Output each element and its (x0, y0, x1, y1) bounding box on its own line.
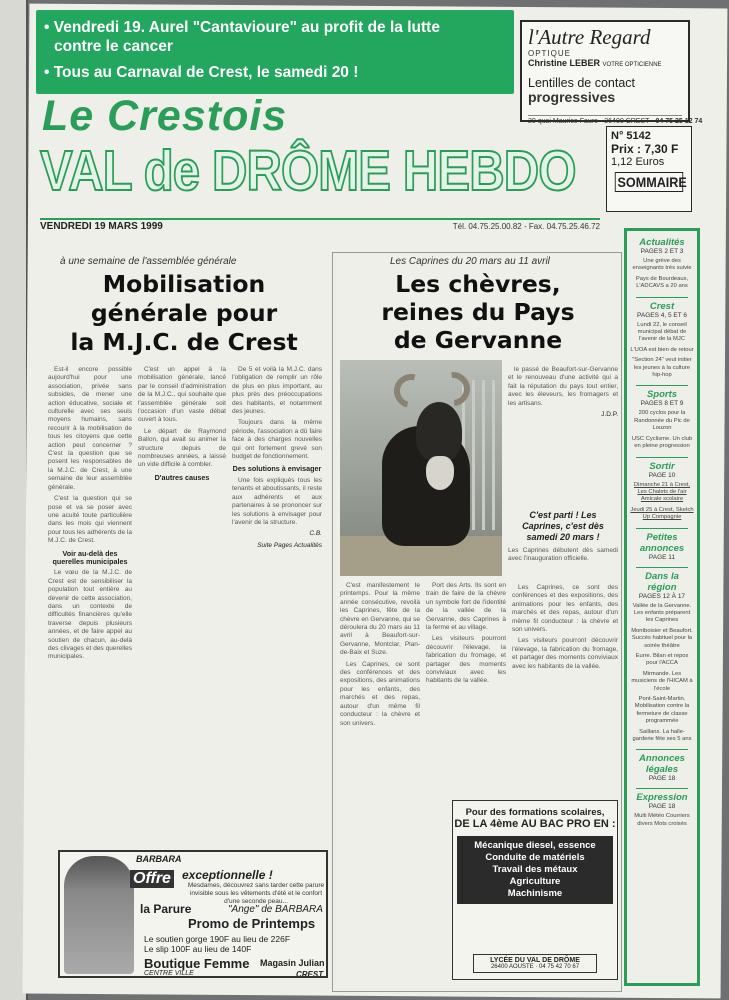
left-article-title: Mobilisation générale pour la M.J.C. de Crest (70, 270, 298, 356)
sommaire-annonces-legales: Annonces légales PAGE 18 (639, 753, 685, 783)
caprines-sidebox (508, 510, 618, 580)
right-article-col-b: C'est manifestement le printemps. Pour la même année consécutive, revoilà les Caprines, fête de la chèvre en Gervanne, qui se déroulera du 20 mars au 11 avril à Beaufort-sur-Gervanne, Montclar, Plan-de-Baix et Suze. Les Caprines, ce sont des conférences et des expositions, des animations pour les enfants, des marchés et des repas, autour d'un même fil conducteur : la chèvre et son univers. (340, 582, 420, 727)
centre-ville-label: CENTRE VILLE (144, 970, 194, 977)
optician-ad (520, 20, 703, 125)
offre-label: Offre (130, 870, 174, 888)
magasin-label: Magasin Julian (260, 958, 325, 968)
exceptionnelle-label: exceptionnelle ! (182, 868, 273, 882)
optician-brand: l'Autre Regard (528, 25, 651, 49)
issue-date: VENDREDI 19 MARS 1999 (40, 221, 163, 232)
goat-beard (426, 456, 454, 490)
goat-photo (340, 360, 502, 576)
edition-price: Prix : 7,30 F (611, 142, 679, 156)
left-article-signature: C.B. (309, 530, 322, 538)
sidebox-title: C'est parti ! Les Caprines, c'est dès samedi 20 mars ! (522, 510, 604, 542)
boutique-label: Boutique Femme (144, 956, 250, 971)
left-article-kicker: à une semaine de l'assemblée générale (60, 256, 237, 267)
sommaire-crest: Crest PAGES 4, 5 ET 6 Lundi 22, le conseil municipal débat de l'avenir de la MJC L'UOA est bien de retour "Section 24" veut initier les jeunes à la culture hip-hop (630, 300, 694, 379)
sommaire-sidebar (624, 228, 700, 986)
optician-line1: Lentilles de contact (528, 76, 636, 90)
sommaire-region: Dans la région PAGES 12 À 17 Vallée de la Gervanne. Les enfants préparent les Caprines Montboisier et Beaufort. Succès habituel pour la soirée théâtre Eurre. Bilan et repos pour l'ACCA Mirmande. Les musiciens de l'HICAM à l'école Pont-Saint-Martin. Mobilisation contre la fermeture de classe programmée Saillans. La halle-garderie fête ses 5 ans (631, 570, 693, 743)
price-line-1: Le soutien gorge 190F au lieu de 226F (144, 934, 291, 944)
lycee-programs: Mécanique diesel, essence Conduite de matériels Travail des métaux Agriculture Machinisme (457, 836, 613, 904)
title-le-crestois: Le Crestois (42, 92, 288, 140)
promo-label: Promo de Printemps (188, 916, 316, 931)
dateline (40, 218, 600, 234)
barbara-ad-text: Mesdames, découvrez sans tarder cette parure invisible sous les vêtements d'été et le confort d'une seconde peau... (187, 882, 325, 905)
lycee-line2: DE LA 4ème AU BAC PRO EN : (454, 818, 616, 830)
lycee-name: LYCÉE DU VAL DE DRÔME 26400 AOUSTE · 04 75 42 70 67 (473, 954, 597, 973)
headline-2: • Tous au Carnaval de Crest, le samedi 20 ! (44, 64, 359, 81)
goat-head (416, 402, 462, 462)
edition-number: N° 5142 (611, 130, 651, 142)
headline-1-cont: contre le cancer (54, 38, 173, 55)
sidebox-text: Les Caprines débutent dès samedi avec l'inauguration officielle. (508, 547, 618, 563)
barbara-brand: BARBARA (136, 854, 182, 864)
left-article-col-3: De 5 et voilà la M.J.C. dans l'obligation de remplir un rôle de plus en plus important, au plus près des préoccupations des habitants, et notamment des jeunes. Toujours dans la même période, l'association a dû faire face à des charges nouvelles qui ont fortement grevé son budget de fonctionnement. Des solutions à envisager Une fois expliqués tous les tenants et aboutissants, il reste aux adhérents et aux partenaires à se prononcer sur les solutions à envisager pour l'avenir de la structure. C.B. Suite Pages Actualités (232, 366, 322, 549)
lycee-line1: Pour des formations scolaires, (465, 807, 605, 818)
optician-address: 20 quai Maurice Faure · 26400 CREST · 04 75 25 12 74 (528, 115, 682, 125)
right-article-title: Les chèvres, reines du Pays de Gervanne (381, 270, 575, 354)
left-article-col-2: C'est un appel à la mobilisation générale, lancé par le conseil d'administration de la M.J.C., qui souhaite que l'assemblée générale soit l'occasion d'un vaste débat ouvert à tous. Le départ de Raymond Ballon, qui avait su animer la structure depuis de nombreuses années, a laissé un vide difficile à combler. D'autres causes (138, 366, 226, 482)
right-article-col-a: le passé de Beaufort-sur-Gervanne et le renouveau d'une activité qui a fait la réputation du pays tout entier, avec les éleveurs, les fromagers et les artisans. J.D.P. (508, 366, 618, 419)
right-article-col-d: Les Caprines, ce sont des conférences et des expositions, des animations pour les enfants, des marchés et des repas, autour d'un même fil conducteur : la chèvre et son univers. Les visiteurs pourront découvrir l'élevage, la fabrication du fromage, et partager des moments conviviaux avec les habitants de la vallée. (512, 584, 618, 670)
optician-owner: Christine LEBER VOTRE OPTICIENNE (528, 58, 662, 68)
optician-label: OPTIQUE (528, 49, 572, 58)
left-article-continued: Suite Pages Actualités (257, 541, 322, 549)
sommaire-petites-annonces: Petites annonces PAGE 11 (639, 531, 685, 561)
sommaire-actualites: Actualités PAGES 2 ET 3 Une grève des enseignants très suivie Pays de Bourdeaux, L'ADCAVS a 20 ans (632, 237, 692, 290)
price-line-2: Le slip 100F au lieu de 140F (144, 944, 252, 954)
title-val-de-drome-hebdo: VAL de DRÔME HEBDO (40, 139, 576, 203)
optician-line2: progressives (528, 89, 616, 105)
barbara-lingerie-ad (58, 850, 328, 978)
sommaire-sortir: Sortir PAGE 10 Dimanche 21 à Crest, Les Chalets de l'air Amicale scolaire Jeudi 25 à Crest, Sketch Up Compagnie (630, 460, 694, 521)
edition-box (606, 126, 692, 212)
contact-numbers: Tél. 04.75.25.00.82 - Fax. 04.75.25.46.72 (452, 222, 600, 231)
right-article-signature: J.D.P. (601, 411, 618, 419)
model-photo (64, 856, 134, 974)
left-article-col-1: Est-il encore possible aujourd'hui pour une association, privée sans subsides, de mener une action éducative, sociale et culturelle avec ses seuls moyens humains, sans recourir à la mobilisation de tous les citoyens que cette action peut concerner ? C'est la question que se posent les responsables de la M.J.C. de Crest, à une semaine de leur assemblée générale. C'est la question qui se pose et va se poser avec une acuité toute particulière dans les mois qui viennent pour tous les adhérents de la M.J.C. de Crest. Voir au-delà des querelles municipales Le vœu de la M.J.C. de Crest est de sensibiliser la population tout entière au devenir de cette association, dans un contexte de difficultés financières qu'elle traverse depuis plusieurs années, et de faire appel au soutien de chacun, au-delà des clivages et des querelles municipales. (48, 366, 132, 661)
right-article-col-c: Port des Arts. Ils sont en train de faire de la chèvre un symbole fort de l'identité de la vallée de la Gervanne, des Caprines à la ferme et au village. Les visiteurs pourront découvrir l'élevage, la fabrication du fromage, et partager des moments conviviaux avec les habitants de la vallée. (426, 582, 506, 685)
sommaire-label: SOMMAIRE (615, 172, 683, 192)
edition-price-euro: 1,12 Euros (611, 156, 665, 168)
sommaire-expression: Expression PAGE 18 Multi Météo Courriers divers Mots croisés (634, 792, 690, 827)
lycee-ad (452, 800, 618, 980)
ange-label: "Ange" de BARBARA (228, 904, 323, 915)
crest-label: CREST (296, 970, 324, 978)
sommaire-sports: Sports PAGES 8 ET 9 200 cyclos pour la Randonnée du Pic de Louzon USC Cyclisme. Un club en pleine progression (631, 389, 693, 450)
right-article-kicker: Les Caprines du 20 mars au 11 avril (390, 256, 550, 267)
headline-1: • Vendredi 19. Aurel "Cantavioure" au profit de la lutte (44, 19, 440, 36)
parure-label: la Parure (140, 902, 192, 916)
